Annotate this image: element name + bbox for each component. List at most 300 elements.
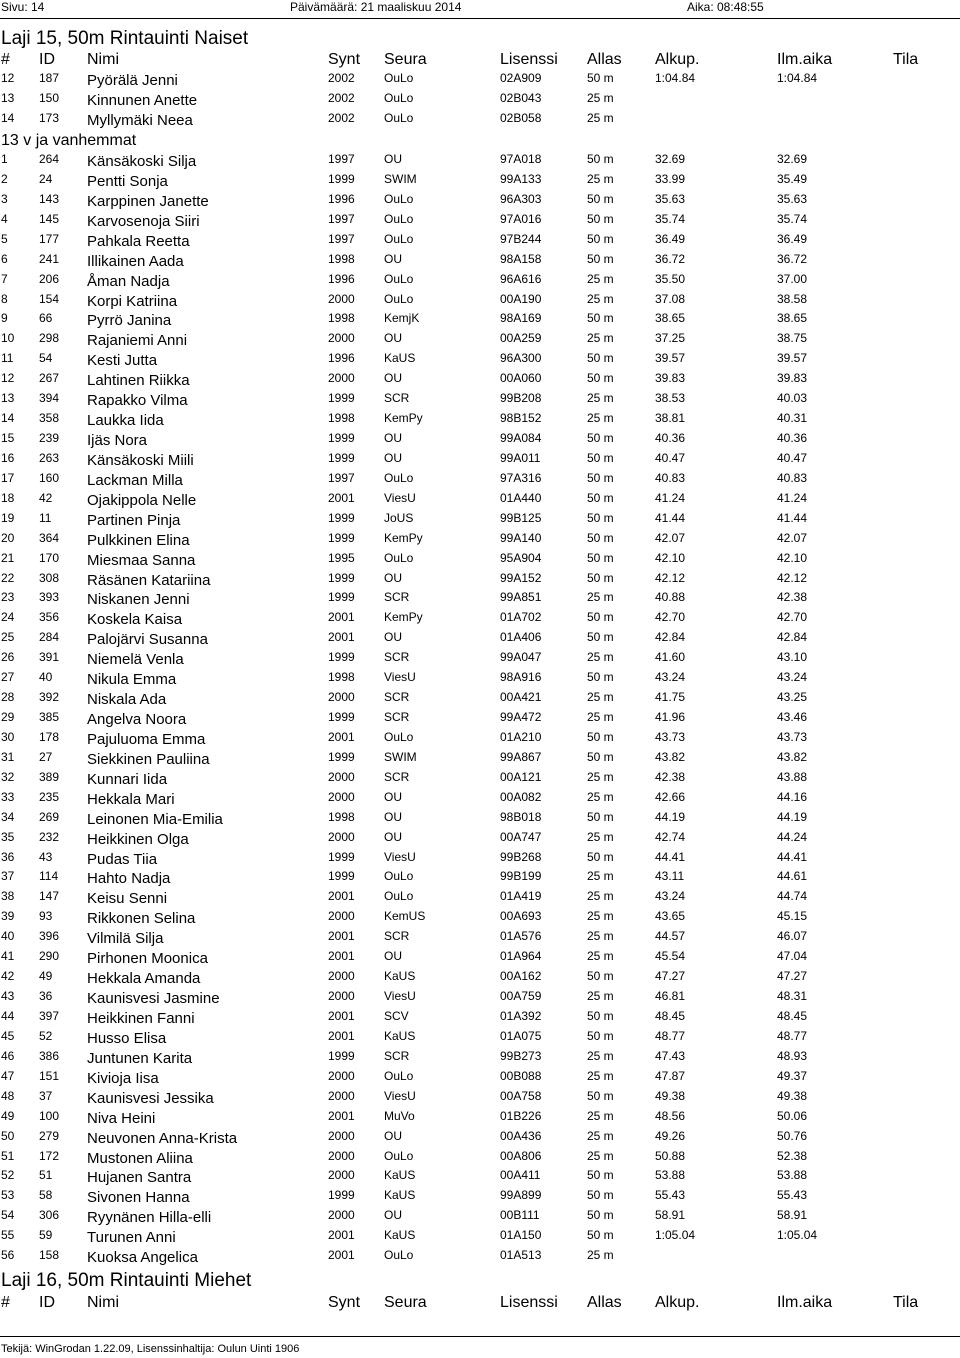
cell-club: SCR	[384, 690, 410, 705]
cell-pos: 26	[1, 650, 15, 665]
cell-born: 2002	[328, 110, 355, 125]
cell-club: OU	[384, 371, 402, 386]
header-divider	[0, 18, 960, 19]
result-row	[0, 551, 960, 571]
cell-entry-time: 44.19	[655, 809, 686, 824]
result-row	[0, 1248, 960, 1268]
cell-license: 00B111	[500, 1208, 540, 1223]
cell-born: 1996	[328, 191, 355, 206]
column-header: Ilm.aika	[777, 51, 833, 68]
cell-license: 99B268	[500, 849, 542, 864]
cell-seed-time: 49.38	[777, 1088, 808, 1103]
cell-pos: 44	[1, 1008, 15, 1023]
cell-name: Siekkinen Pauliina	[87, 750, 210, 768]
cell-born: 1996	[328, 351, 355, 366]
cell-pos: 53	[1, 1188, 15, 1203]
result-row	[0, 91, 960, 111]
cell-club: OU	[384, 570, 402, 585]
cell-pool: 25 m	[587, 949, 614, 964]
cell-born: 1999	[328, 749, 355, 764]
result-row	[0, 730, 960, 750]
cell-name: Pyrrö Janina	[87, 312, 172, 330]
cell-born: 2001	[328, 1008, 355, 1023]
cell-pos: 2	[1, 171, 8, 186]
cell-pos: 39	[1, 909, 15, 924]
cell-license: 99B273	[500, 1048, 542, 1063]
cell-born: 1999	[328, 570, 355, 585]
cell-seed-time: 41.44	[777, 510, 808, 525]
cell-pos: 32	[1, 769, 15, 784]
cell-name: Neuvonen Anna-Krista	[87, 1129, 238, 1147]
cell-id: 178	[39, 729, 60, 744]
cell-name: Niskala Ada	[87, 691, 167, 709]
cell-born: 2001	[328, 949, 355, 964]
cell-club: SCR	[384, 769, 410, 784]
cell-pos: 4	[1, 211, 8, 226]
cell-id: 54	[39, 351, 53, 366]
cell-pos: 48	[1, 1088, 15, 1103]
cell-pool: 50 m	[587, 71, 614, 85]
cell-pool: 50 m	[587, 670, 614, 685]
result-row	[0, 1009, 960, 1029]
column-header: Synt	[328, 1294, 361, 1311]
result-row	[0, 949, 960, 969]
cell-name: Miesmaa Sanna	[87, 551, 196, 569]
cell-entry-time: 36.72	[655, 251, 686, 266]
cell-id: 27	[39, 749, 53, 764]
cell-pool: 50 m	[587, 152, 614, 166]
cell-seed-time: 41.24	[777, 490, 808, 505]
result-row	[0, 670, 960, 690]
cell-seed-time: 43.25	[777, 690, 808, 705]
cell-id: 232	[39, 829, 60, 844]
cell-club: OU	[384, 251, 402, 266]
cell-pos: 17	[1, 470, 15, 485]
cell-pos: 50	[1, 1128, 15, 1143]
cell-pool: 50 m	[587, 251, 614, 266]
cell-id: 93	[39, 909, 53, 924]
cell-id: 393	[39, 590, 60, 605]
cell-club: OU	[384, 949, 402, 964]
cell-pos: 52	[1, 1168, 15, 1183]
cell-pos: 16	[1, 450, 15, 465]
cell-license: 00A693	[500, 909, 542, 924]
cell-born: 2000	[328, 1208, 355, 1223]
cell-pos: 43	[1, 989, 15, 1004]
result-row	[0, 411, 960, 431]
cell-pos: 45	[1, 1028, 15, 1043]
result-row	[0, 232, 960, 252]
cell-born: 2000	[328, 331, 355, 346]
cell-entry-time: 43.82	[655, 749, 686, 764]
cell-seed-time: 40.47	[777, 450, 808, 465]
cell-seed-time: 49.37	[777, 1068, 808, 1083]
cell-seed-time: 39.57	[777, 351, 808, 366]
cell-name: Nikula Emma	[87, 671, 177, 689]
cell-pos: 19	[1, 510, 15, 525]
cell-id: 114	[39, 869, 59, 884]
result-row	[0, 192, 960, 212]
cell-club: OuLo	[384, 729, 414, 744]
result-row	[0, 989, 960, 1009]
cell-license: 00A259	[500, 331, 542, 346]
result-row	[0, 491, 960, 511]
cell-entry-time: 47.87	[655, 1068, 686, 1083]
cell-id: 172	[39, 1148, 60, 1163]
cell-born: 2000	[328, 1168, 355, 1183]
cell-born: 2000	[328, 690, 355, 705]
cell-entry-time: 40.88	[655, 590, 686, 605]
cell-seed-time: 53.88	[777, 1168, 808, 1183]
cell-seed-time: 42.12	[777, 570, 808, 585]
cell-license: 98B018	[500, 809, 542, 824]
cell-id: 58	[39, 1188, 53, 1203]
cell-id: 241	[39, 251, 60, 266]
cell-name: Känsäkoski Silja	[87, 153, 197, 170]
cell-name: Niemelä Venla	[87, 651, 184, 669]
footer-divider	[0, 1336, 960, 1337]
cell-id: 386	[39, 1048, 60, 1063]
cell-pool: 50 m	[587, 211, 614, 226]
cell-seed-time: 1:05.04	[777, 1228, 818, 1243]
cell-id: 364	[39, 530, 60, 545]
cell-license: 98A169	[500, 311, 542, 326]
cell-entry-time: 37.08	[655, 291, 686, 306]
cell-born: 1999	[328, 530, 355, 545]
cell-club: OuLo	[384, 211, 414, 226]
cell-born: 1999	[328, 1188, 355, 1203]
cell-club: OuLo	[384, 271, 414, 286]
cell-pool: 25 m	[587, 1108, 614, 1123]
cell-pos: 18	[1, 490, 15, 505]
cell-entry-time: 39.57	[655, 351, 686, 366]
cell-born: 2001	[328, 729, 355, 744]
cell-pos: 33	[1, 789, 15, 804]
result-row	[0, 909, 960, 929]
result-row	[0, 710, 960, 730]
cell-pos: 6	[1, 251, 8, 266]
cell-license: 00A421	[500, 690, 542, 705]
result-row	[0, 650, 960, 670]
cell-club: KaUS	[384, 1168, 416, 1183]
cell-name: Lahtinen Riikka	[87, 372, 190, 390]
cell-seed-time: 40.36	[777, 431, 808, 446]
result-row	[0, 152, 960, 172]
cell-entry-time: 47.27	[655, 969, 686, 984]
cell-club: OuLo	[384, 470, 414, 485]
cell-pool: 25 m	[587, 650, 614, 665]
cell-pool: 50 m	[587, 431, 614, 446]
cell-pos: 38	[1, 889, 15, 904]
cell-pos: 27	[1, 670, 15, 685]
cell-name: Pulkkinen Elina	[87, 531, 190, 549]
cell-name: Rapakko Vilma	[87, 392, 188, 410]
cell-license: 99A472	[500, 710, 542, 725]
cell-born: 1999	[328, 450, 355, 465]
cell-born: 2001	[328, 1028, 355, 1043]
cell-id: 40	[39, 670, 53, 685]
cell-name: Ijäs Nora	[87, 432, 148, 450]
event-title: Laji 15, 50m Rintauinti Naiset	[1, 28, 249, 49]
cell-pool: 25 m	[587, 929, 614, 944]
cell-entry-time: 50.88	[655, 1148, 686, 1163]
result-row	[0, 531, 960, 551]
cell-club: OU	[384, 450, 402, 465]
cell-license: 02A909	[500, 71, 542, 85]
cell-club: OU	[384, 1128, 402, 1143]
cell-license: 01A150	[500, 1228, 542, 1243]
cell-club: SCV	[384, 1008, 409, 1023]
cell-name: Sivonen Hanna	[87, 1189, 190, 1207]
cell-born: 1999	[328, 710, 355, 725]
cell-id: 49	[39, 969, 53, 984]
result-row	[0, 1188, 960, 1208]
cell-seed-time: 36.49	[777, 231, 808, 246]
cell-id: 396	[39, 929, 60, 944]
column-header: Synt	[328, 51, 361, 68]
cell-entry-time: 58.91	[655, 1208, 686, 1223]
cell-entry-time: 37.25	[655, 331, 686, 346]
result-row	[0, 571, 960, 591]
cell-seed-time: 48.31	[777, 989, 808, 1004]
cell-born: 1999	[328, 849, 355, 864]
cell-id: 143	[39, 191, 60, 206]
cell-pool: 25 m	[587, 829, 614, 844]
cell-pool: 50 m	[587, 550, 614, 565]
cell-seed-time: 44.74	[777, 889, 808, 904]
cell-license: 01A406	[500, 630, 542, 645]
result-row	[0, 1109, 960, 1129]
cell-born: 1997	[328, 470, 355, 485]
cell-id: 145	[39, 211, 60, 226]
cell-id: 100	[39, 1108, 60, 1123]
cell-id: 24	[39, 171, 53, 186]
cell-id: 358	[39, 411, 60, 426]
cell-born: 1999	[328, 431, 355, 446]
cell-born: 1998	[328, 670, 355, 685]
cell-seed-time: 50.76	[777, 1128, 808, 1143]
cell-name: Kesti Jutta	[87, 352, 158, 370]
column-header: Ilm.aika	[777, 1294, 833, 1311]
cell-entry-time: 35.74	[655, 211, 686, 226]
cell-pool: 50 m	[587, 311, 614, 326]
cell-seed-time: 43.46	[777, 710, 808, 725]
footer-text: Tekijä: WinGrodan 1.22.09, Lisenssinhaltija: Oulun Uinti 1906	[1, 1343, 300, 1355]
cell-born: 2000	[328, 989, 355, 1004]
cell-license: 01A075	[500, 1028, 542, 1043]
cell-id: 37	[39, 1088, 53, 1103]
cell-seed-time: 43.10	[777, 650, 808, 665]
cell-seed-time: 42.38	[777, 590, 808, 605]
cell-entry-time: 39.83	[655, 371, 686, 386]
cell-entry-time: 43.24	[655, 889, 686, 904]
result-row	[0, 292, 960, 312]
cell-license: 01A576	[500, 929, 542, 944]
cell-born: 2000	[328, 969, 355, 984]
column-header: Seura	[384, 1294, 427, 1311]
cell-seed-time: 43.24	[777, 670, 808, 685]
result-row	[0, 810, 960, 830]
cell-pos: 30	[1, 729, 15, 744]
cell-pool: 50 m	[587, 969, 614, 984]
cell-seed-time: 58.91	[777, 1208, 808, 1223]
result-row	[0, 750, 960, 770]
cell-license: 99B125	[500, 510, 542, 525]
cell-pool: 50 m	[587, 1228, 614, 1243]
cell-pos: 56	[1, 1248, 15, 1263]
cell-id: 160	[39, 470, 60, 485]
result-row	[0, 1228, 960, 1248]
result-row	[0, 471, 960, 491]
cell-club: OuLo	[384, 110, 414, 125]
cell-license: 99A133	[500, 171, 542, 186]
cell-id: 397	[39, 1008, 60, 1023]
cell-license: 97B244	[500, 231, 542, 246]
cell-entry-time: 48.45	[655, 1008, 686, 1023]
result-row	[0, 790, 960, 810]
print-time: Aika: 08:48:55	[687, 0, 764, 14]
result-row	[0, 1049, 960, 1069]
cell-license: 00A747	[500, 829, 542, 844]
result-row	[0, 351, 960, 371]
cell-seed-time: 43.88	[777, 769, 808, 784]
cell-license: 00A758	[500, 1088, 542, 1103]
cell-seed-time: 55.43	[777, 1188, 808, 1203]
column-header: Nimi	[87, 1294, 119, 1311]
cell-pool: 50 m	[587, 510, 614, 525]
cell-pool: 25 m	[587, 710, 614, 725]
cell-pool: 25 m	[587, 1248, 614, 1263]
cell-id: 158	[39, 1248, 60, 1263]
cell-pos: 29	[1, 710, 15, 725]
cell-entry-time: 42.70	[655, 610, 686, 625]
cell-seed-time: 43.82	[777, 749, 808, 764]
cell-pool: 50 m	[587, 749, 614, 764]
cell-pos: 11	[1, 351, 14, 366]
column-header-row	[0, 1294, 960, 1314]
cell-born: 1997	[328, 211, 355, 226]
cell-born: 2000	[328, 789, 355, 804]
cell-entry-time: 43.11	[655, 869, 685, 884]
cell-entry-time: 48.56	[655, 1108, 686, 1123]
cell-club: JoUS	[384, 510, 414, 525]
page-header	[0, 0, 960, 14]
cell-pos: 5	[1, 231, 8, 246]
cell-id: 298	[39, 331, 60, 346]
cell-pos: 1	[1, 152, 8, 166]
cell-entry-time: 35.50	[655, 271, 686, 286]
cell-club: OU	[384, 809, 402, 824]
cell-name: Rajaniemi Anni	[87, 332, 188, 350]
cell-pos: 42	[1, 969, 15, 984]
result-row	[0, 830, 960, 850]
cell-id: 389	[39, 769, 60, 784]
cell-name: Ojakippola Nelle	[87, 491, 197, 509]
cell-club: KemjK	[384, 311, 420, 326]
cell-id: 264	[39, 152, 60, 166]
result-row	[0, 391, 960, 411]
cell-name: Angelva Noora	[87, 711, 187, 729]
cell-born: 1999	[328, 1048, 355, 1063]
column-header: Tila	[893, 51, 919, 68]
result-row	[0, 511, 960, 531]
cell-pool: 50 m	[587, 231, 614, 246]
cell-name: Hekkala Mari	[87, 790, 175, 808]
cell-born: 2001	[328, 889, 355, 904]
cell-license: 96A303	[500, 191, 542, 206]
cell-seed-time: 48.77	[777, 1028, 808, 1043]
cell-id: 394	[39, 391, 60, 406]
cell-id: 43	[39, 849, 53, 864]
cell-seed-time: 1:04.84	[777, 71, 818, 85]
cell-pos: 10	[1, 331, 15, 346]
cell-name: Partinen Pinja	[87, 511, 181, 529]
cell-born: 2001	[328, 929, 355, 944]
cell-id: 173	[39, 110, 60, 125]
cell-id: 308	[39, 570, 60, 585]
cell-license: 99A867	[500, 749, 542, 764]
cell-pool: 50 m	[587, 1088, 614, 1103]
cell-club: OuLo	[384, 71, 414, 85]
cell-seed-time: 42.70	[777, 610, 808, 625]
cell-pos: 13	[1, 90, 15, 105]
cell-license: 99B199	[500, 869, 542, 884]
cell-pos: 22	[1, 570, 15, 585]
cell-name: Pajuluoma Emma	[87, 730, 206, 748]
cell-name: Heikkinen Fanni	[87, 1009, 195, 1027]
cell-pool: 25 m	[587, 110, 614, 125]
cell-pool: 25 m	[587, 331, 614, 346]
result-row	[0, 889, 960, 909]
cell-name: Turunen Anni	[87, 1229, 176, 1247]
page-number: Sivu: 14	[1, 0, 45, 14]
cell-club: OuLo	[384, 191, 414, 206]
cell-born: 2002	[328, 71, 355, 85]
result-row	[0, 869, 960, 889]
cell-seed-time: 38.75	[777, 331, 808, 346]
cell-license: 96A300	[500, 351, 542, 366]
cell-name: Karvosenoja Siiri	[87, 212, 200, 230]
cell-club: SCR	[384, 929, 410, 944]
cell-name: Juntunen Karita	[87, 1049, 193, 1067]
cell-born: 1996	[328, 271, 355, 286]
cell-pos: 7	[1, 271, 8, 286]
cell-seed-time: 48.93	[777, 1048, 808, 1063]
cell-pos: 8	[1, 291, 8, 306]
cell-id: 59	[39, 1228, 53, 1243]
cell-seed-time: 44.24	[777, 829, 808, 844]
cell-entry-time: 42.66	[655, 789, 686, 804]
cell-id: 279	[39, 1128, 60, 1143]
cell-license: 00A162	[500, 969, 542, 984]
cell-born: 1998	[328, 251, 355, 266]
cell-name: Pentti Sonja	[87, 172, 168, 190]
cell-club: ViesU	[384, 1088, 416, 1103]
cell-pool: 25 m	[587, 391, 614, 406]
cell-seed-time: 40.83	[777, 470, 808, 485]
cell-id: 239	[39, 431, 60, 446]
cell-born: 1998	[328, 809, 355, 824]
cell-club: OU	[384, 630, 402, 645]
cell-name: Heikkinen Olga	[87, 830, 189, 848]
cell-entry-time: 55.43	[655, 1188, 686, 1203]
cell-pool: 25 m	[587, 171, 614, 186]
cell-name: Kaunisvesi Jessika	[87, 1089, 214, 1107]
cell-club: MuVo	[384, 1108, 415, 1123]
cell-club: OU	[384, 431, 402, 446]
cell-entry-time: 32.69	[655, 152, 686, 166]
result-row	[0, 610, 960, 630]
